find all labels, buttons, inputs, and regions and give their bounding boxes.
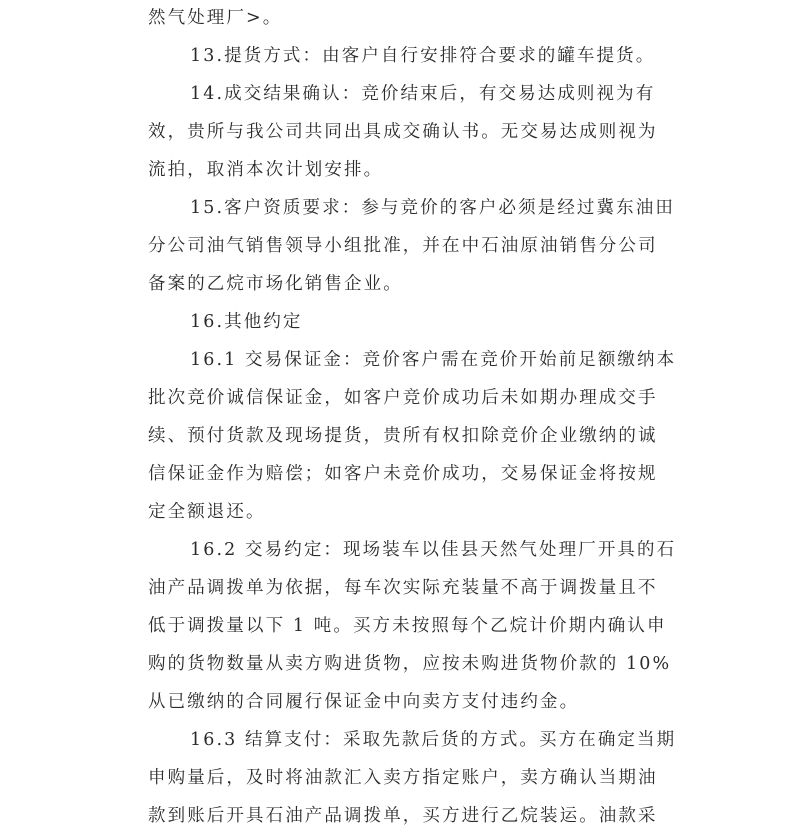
text-line: 续、预付货款及现场提货，贵所有权扣除竞价企业缴纳的诚 — [148, 426, 658, 446]
text-line: 购的货物数量从卖方购进货物，应按未购进货物价款的 10% — [148, 654, 672, 674]
text-line: 流拍，取消本次计划安排。 — [148, 160, 384, 180]
text-line: 15.客户资质要求：参与竞价的客户必须是经过冀东油田 — [190, 198, 675, 218]
text-line: 13.提货方式：由客户自行安排符合要求的罐车提货。 — [190, 46, 656, 66]
text-line: 16.1 交易保证金：竞价客户需在竞价开始前足额缴纳本 — [190, 350, 677, 370]
text-line: 批次竞价诚信保证金，如客户竞价成功后未如期办理成交手 — [148, 388, 658, 408]
text-line: 申购量后，及时将油款汇入卖方指定账户，卖方确认当期油 — [148, 768, 658, 788]
text-line: 备案的乙烷市场化销售企业。 — [148, 274, 403, 294]
text-line: 16.其他约定 — [190, 312, 303, 332]
text-line: 油产品调拨单为依据，每车次实际充装量不高于调拨量且不 — [148, 578, 658, 598]
text-line: 信保证金作为赔偿；如客户未竞价成功，交易保证金将按规 — [148, 464, 658, 484]
text-line: 14.成交结果确认：竞价结束后，有交易达成则视为有 — [190, 84, 656, 104]
text-line: 定全额退还。 — [148, 502, 266, 522]
text-line: 效，贵所与我公司共同出具成交确认书。无交易达成则视为 — [148, 122, 658, 142]
text-line: 分公司油气销售领导小组批准，并在中石油原油销售分公司 — [148, 236, 658, 256]
text-line: 16.2 交易约定：现场装车以佳县天然气处理厂开具的石 — [190, 540, 677, 560]
text-line: 从已缴纳的合同履行保证金中向卖方支付违约金。 — [148, 692, 580, 712]
text-line: 低于调拨量以下 1 吨。买方未按照每个乙烷计价期内确认申 — [148, 616, 667, 636]
text-line: 16.3 结算支付：采取先款后货的方式。买方在确定当期 — [190, 730, 677, 750]
text-line: 款到账后开具石油产品调拨单，买方进行乙烷装运。油款采 — [148, 806, 658, 826]
text-line: 然气处理厂>。 — [148, 8, 283, 28]
